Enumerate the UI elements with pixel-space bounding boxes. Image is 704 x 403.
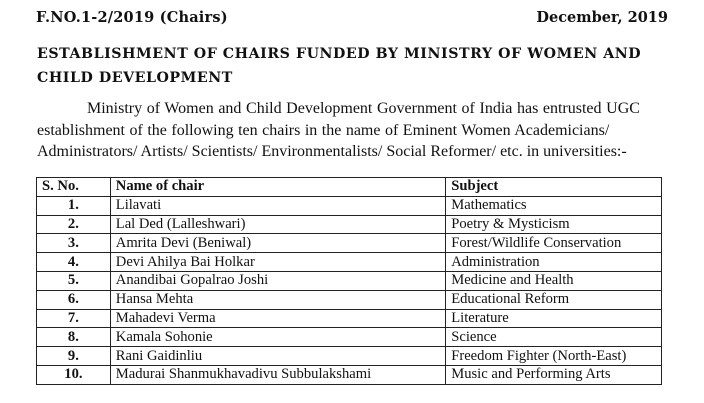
- row-subject: Literature: [446, 309, 662, 328]
- row-sno: 6.: [37, 290, 111, 309]
- row-chair-name: Lilavati: [110, 196, 445, 215]
- row-sno: 2.: [37, 215, 111, 234]
- row-sno: 10.: [37, 365, 111, 384]
- row-subject: Science: [446, 328, 662, 347]
- row-chair-name: Amrita Devi (Beniwal): [110, 234, 445, 253]
- header-name: Name of chair: [110, 178, 445, 197]
- row-sno: 4.: [37, 253, 111, 272]
- row-subject: Mathematics: [446, 196, 662, 215]
- row-sno: 3.: [37, 234, 111, 253]
- table-row: [37, 234, 662, 253]
- row-subject: Educational Reform: [446, 290, 662, 309]
- table-row: [37, 290, 662, 309]
- row-subject: Forest/Wildlife Conservation: [446, 234, 662, 253]
- reference-line: [36, 6, 668, 30]
- row-chair-name: Rani Gaidinliu: [110, 347, 445, 366]
- row-sno: 8.: [37, 328, 111, 347]
- table-row: [37, 271, 662, 290]
- header-sno: S. No.: [37, 178, 111, 197]
- table-row: [37, 309, 662, 328]
- intro-line-2: establishment of the following ten chairs in the name of Eminent Women Academicians/: [37, 121, 610, 139]
- document-date: December, 2019: [536, 9, 668, 26]
- row-chair-name: Madurai Shanmukhavadivu Subbulakshami: [110, 365, 445, 384]
- row-chair-name: Devi Ahilya Bai Holkar: [110, 253, 445, 272]
- heading-line-1: ESTABLISHMENT OF CHAIRS FUNDED BY MINISTRY OF WOMEN AND: [37, 46, 642, 62]
- row-chair-name: Lal Ded (Lalleshwari): [110, 215, 445, 234]
- table-row: [37, 365, 662, 384]
- table-row: [37, 347, 662, 366]
- table-row: [37, 215, 662, 234]
- row-subject: Freedom Fighter (North-East): [446, 347, 662, 366]
- row-subject: Poetry & Mysticism: [446, 215, 662, 234]
- row-chair-name: Kamala Sohonie: [110, 328, 445, 347]
- row-sno: 5.: [37, 271, 111, 290]
- heading-line-2: CHILD DEVELOPMENT: [37, 70, 233, 86]
- header-subject: Subject: [446, 178, 662, 197]
- table-row: [37, 328, 662, 347]
- row-chair-name: Mahadevi Verma: [110, 309, 445, 328]
- table-row: [37, 196, 662, 215]
- row-sno: 9.: [37, 347, 111, 366]
- table-header-row: [37, 178, 662, 197]
- row-chair-name: Hansa Mehta: [110, 290, 445, 309]
- chairs-table: [36, 177, 662, 385]
- document-heading: [37, 42, 677, 90]
- file-number: F.NO.1-2/2019 (Chairs): [36, 9, 228, 26]
- intro-paragraph: [37, 98, 687, 163]
- table-row: [37, 253, 662, 272]
- row-sno: 1.: [37, 196, 111, 215]
- intro-line-3: Administrators/ Artists/ Scientists/ Environmentalists/ Social Reformer/ etc. in universities:-: [37, 143, 627, 160]
- intro-line-1: Ministry of Women and Child Development Government of India has entrusted UGC: [87, 100, 640, 117]
- row-subject: Medicine and Health: [446, 271, 662, 290]
- row-subject: Administration: [446, 253, 662, 272]
- row-subject: Music and Performing Arts: [446, 365, 662, 384]
- row-chair-name: Anandibai Gopalrao Joshi: [110, 271, 445, 290]
- row-sno: 7.: [37, 309, 111, 328]
